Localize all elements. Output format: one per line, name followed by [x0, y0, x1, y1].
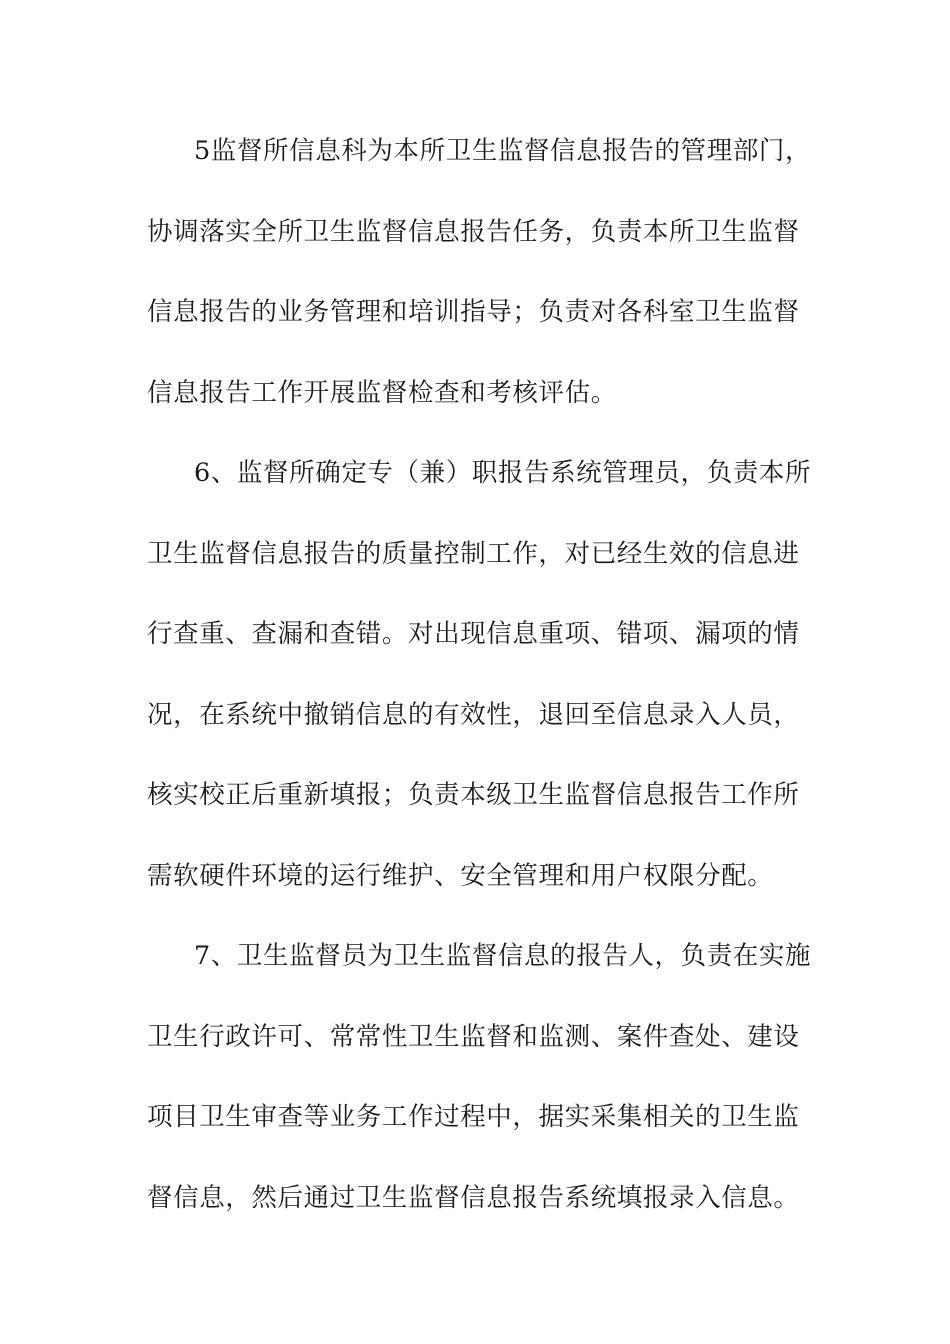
paragraph-7-line-3: 项目卫生审查等业务工作过程中，据实采集相关的卫生监: [147, 1102, 800, 1132]
paragraph-5-line-4: 信息报告工作开展监督检查和考核评估。: [147, 377, 617, 408]
paragraph-6-line-3: 行查重、查漏和查错。对出现信息重项、错项、漏项的情: [147, 619, 800, 649]
paragraph-7-line-2: 卫生行政许可、常常性卫生监督和监测、案件查处、建设: [147, 1021, 800, 1052]
paragraph-5-line-3: 信息报告的业务管理和培训指导；负责对各科室卫生监督: [147, 297, 800, 327]
paragraph-7-line-4: 督信息，然后通过卫生监督信息报告系统填报录入信息。: [147, 1182, 800, 1213]
paragraph-6-line-4: 况，在系统中撤销信息的有效性，退回至信息录入人员，: [147, 699, 800, 730]
paragraph-6-line-5: 核实校正后重新填报；负责本级卫生监督信息报告工作所: [147, 780, 800, 810]
paragraph-6-line-1: 6、监督所确定专（兼）职报告系统管理员，负责本所: [194, 458, 812, 488]
paragraph-6-line-2: 卫生监督信息报告的质量控制工作，对已经生效的信息进: [147, 538, 800, 569]
document-body: [147, 127, 812, 1254]
paragraph-5-line-1: 5监督所信息科为本所卫生监督信息报告的管理部门，: [194, 136, 812, 166]
paragraph-5-line-2: 协调落实全所卫生监督信息报告任务，负责本所卫生监督: [147, 216, 800, 247]
paragraph-7-line-1: 7、卫生监督员为卫生监督信息的报告人，负责在实施: [194, 941, 812, 971]
paragraph-6-line-6: 需软硬件环境的运行维护、安全管理和用户权限分配。: [147, 860, 774, 891]
